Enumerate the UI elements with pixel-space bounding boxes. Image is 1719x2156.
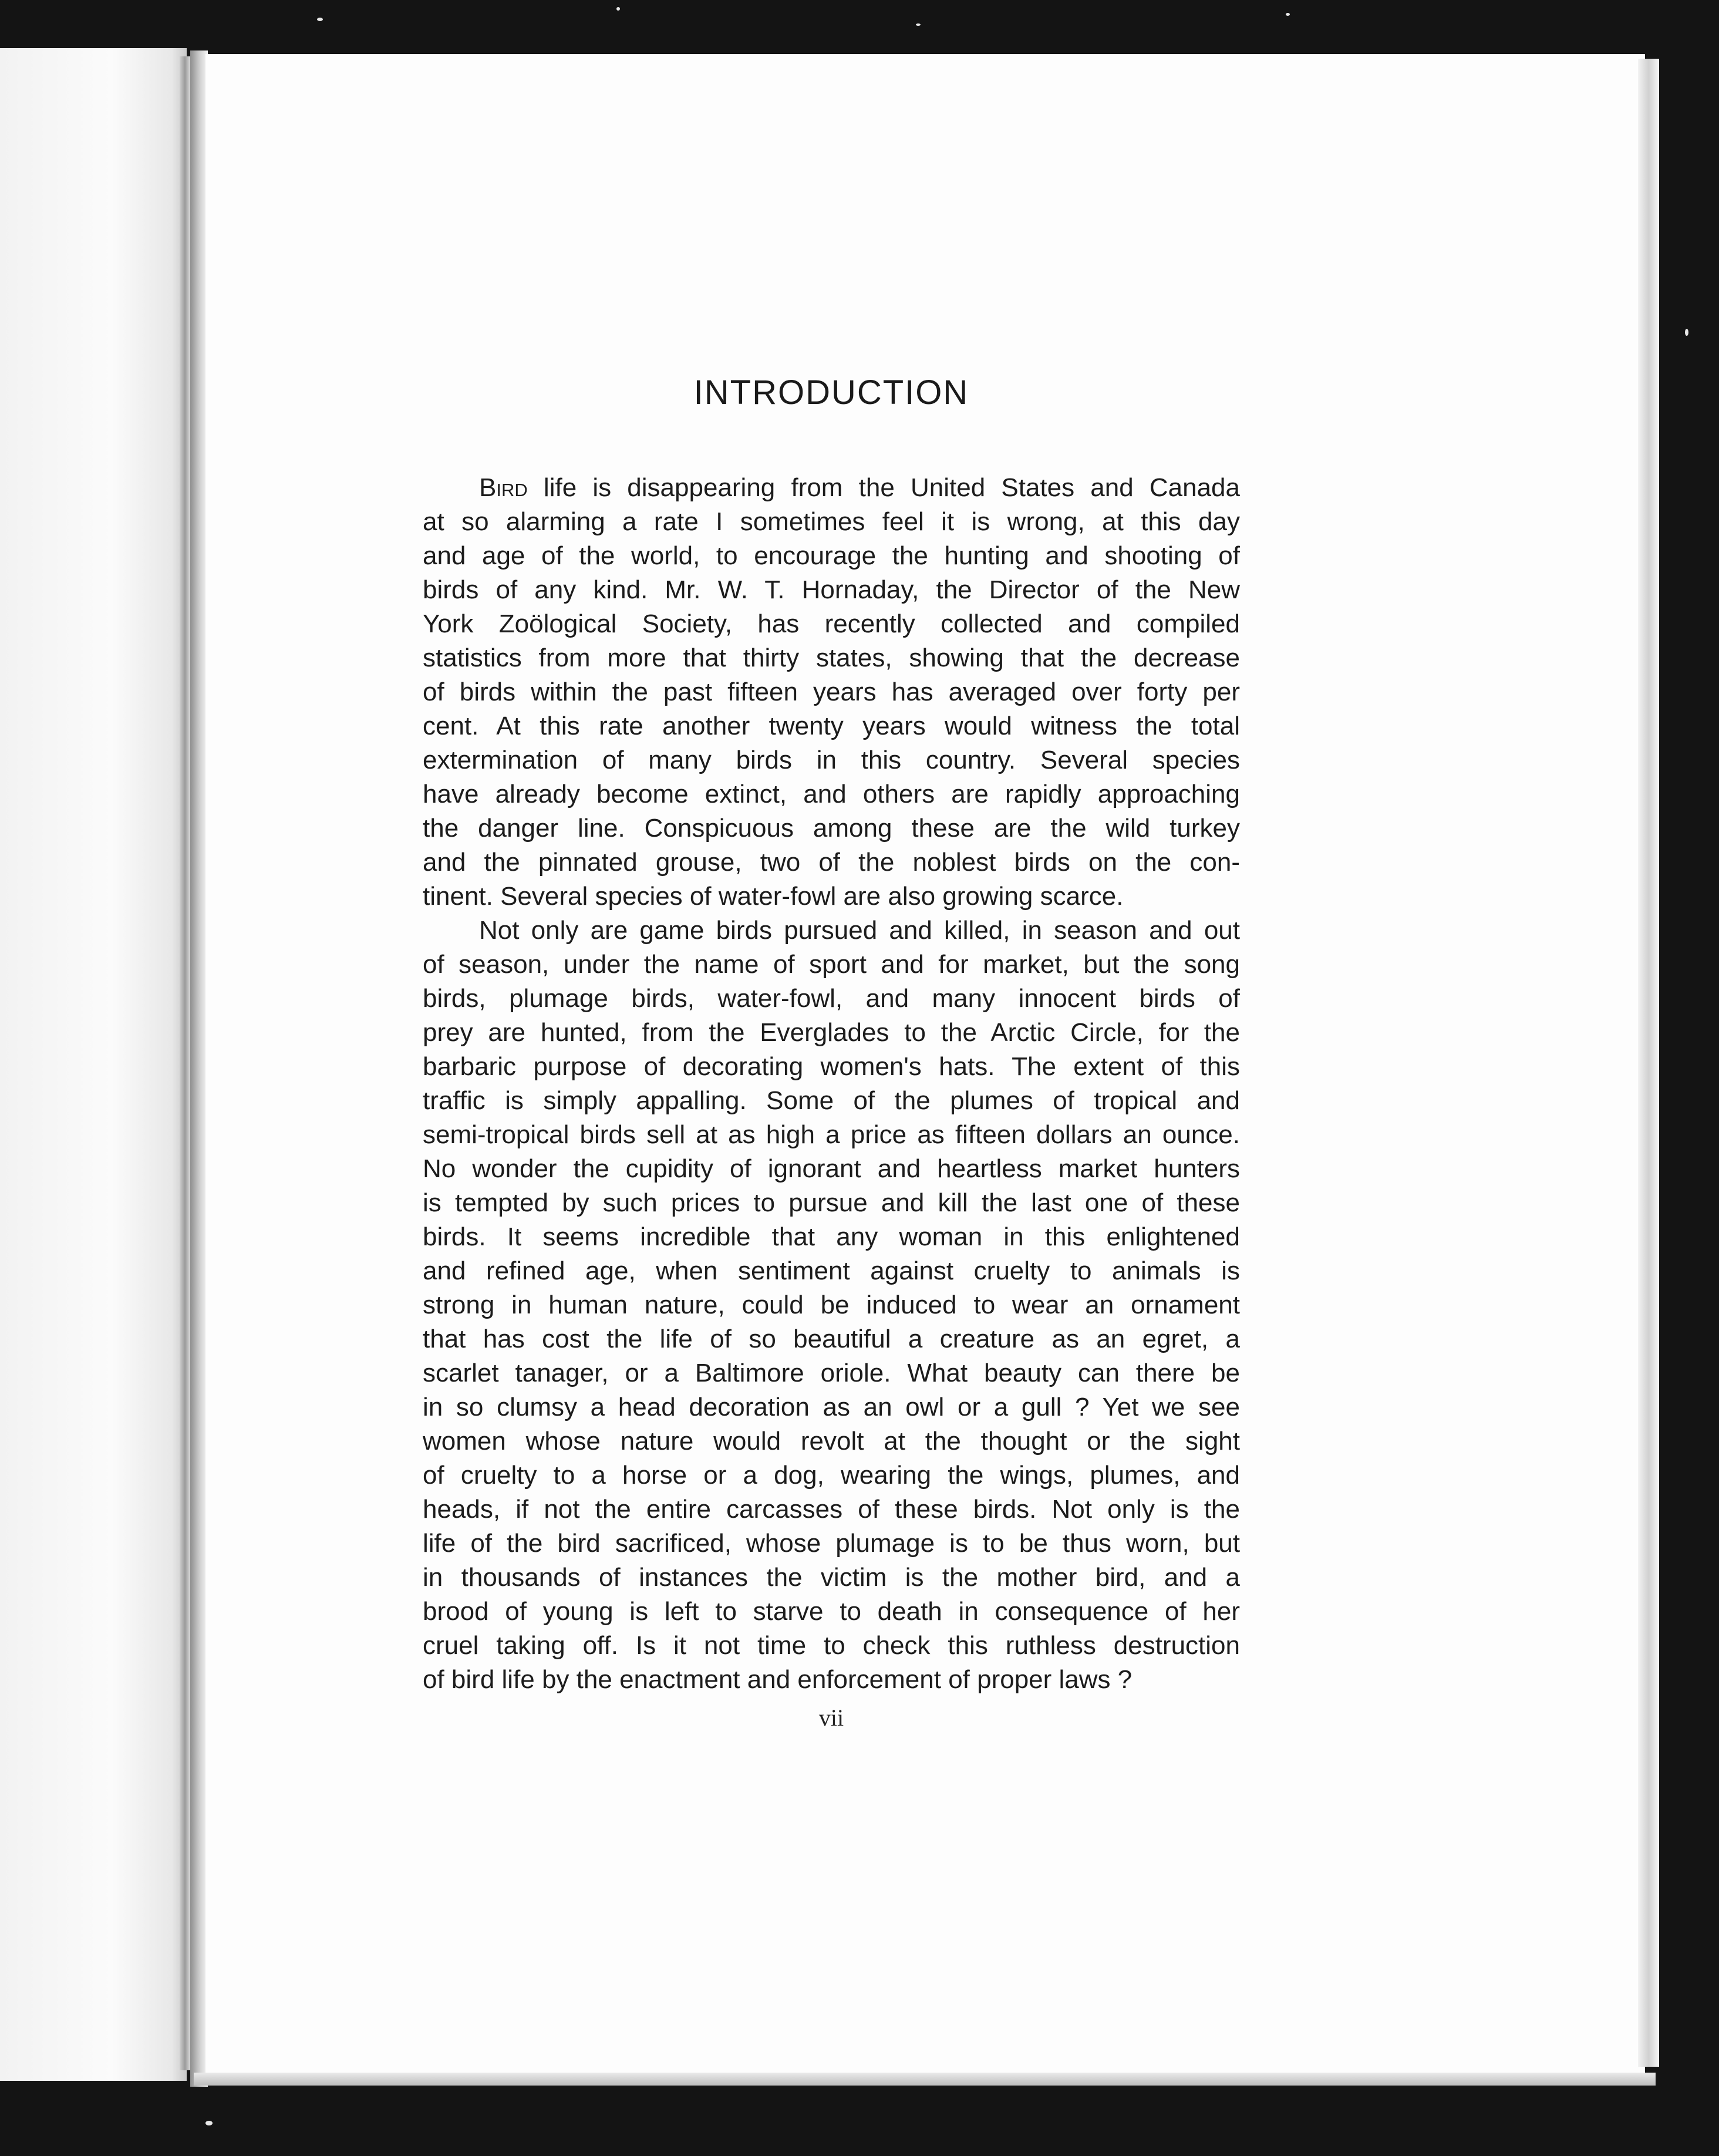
text-line: Not only are game birds pursued and killed, in season and out <box>479 916 1240 945</box>
text-line: York Zoölogical Society, has recently collected and compiled <box>423 609 1240 638</box>
text-line: women whose nature would revolt at the thought or the sight <box>423 1427 1240 1456</box>
scan-speck <box>1685 329 1688 336</box>
text-line: life of the bird sacrificed, whose plumage is to be thus worn, but <box>423 1529 1240 1558</box>
scan-speck <box>1286 13 1290 16</box>
text-line: heads, if not the entire carcasses of these birds. Not only is the <box>423 1495 1240 1524</box>
text-line: brood of young is left to starve to death in consequence of her <box>423 1597 1240 1626</box>
text-line: of season, under the name of sport and for market, but the song <box>423 950 1240 979</box>
text-line: the danger line. Conspicuous among these are the wild turkey <box>423 814 1240 843</box>
scan-speck <box>205 2121 213 2125</box>
page-number: vii <box>818 1704 844 1731</box>
page-edge-bottom <box>194 2073 1656 2086</box>
text-line: scarlet tanager, or a Baltimore oriole. What beauty can there be <box>423 1359 1240 1387</box>
text-line: barbaric purpose of decorating women's hats. The extent of this <box>423 1052 1240 1081</box>
scan-speck <box>916 23 921 26</box>
text-line: tinent. Several species of water-fowl are also growing scarce. <box>423 882 1124 911</box>
text-line: cruel taking off. Is it not time to check this ruthless destruction <box>423 1631 1240 1660</box>
text-line: of birds within the past fifteen years has averaged over forty per <box>423 678 1240 706</box>
text-line: prey are hunted, from the Everglades to the Arctic Circle, for the <box>423 1018 1240 1047</box>
text-line: extermination of many birds in this country. Several species <box>423 746 1240 774</box>
text-line: traffic is simply appalling. Some of the plumes of tropical and <box>423 1086 1240 1115</box>
text-line: statistics from more that thirty states, showing that the decrease <box>423 644 1240 672</box>
page-content <box>423 373 1240 1731</box>
text-line: birds. It seems incredible that any woman in this enlightened <box>423 1222 1240 1251</box>
scan-speck <box>317 18 323 21</box>
text-line: of cruelty to a horse or a dog, wearing the wings, plumes, and <box>423 1461 1240 1490</box>
text-line: in so clumsy a head decoration as an owl or a gull ? Yet we see <box>423 1393 1240 1421</box>
text-line: birds of any kind. Mr. W. T. Hornaday, the Director of the New <box>423 575 1240 604</box>
drop-lead-word: Bird <box>479 473 528 502</box>
text-line: No wonder the cupidity of ignorant and heartless market hunters <box>423 1154 1240 1183</box>
facing-page-edge <box>180 56 190 2070</box>
text-line: Bird life is disappearing from the United States and Canada <box>479 473 1240 502</box>
text-line: and refined age, when sentiment against cruelty to animals is <box>423 1256 1240 1285</box>
text-line: that has cost the life of so beautiful a creature as an egret, a <box>423 1325 1240 1353</box>
text-line: is tempted by such prices to pursue and kill the last one of these <box>423 1188 1240 1217</box>
text-line: semi-tropical birds sell at as high a price as fifteen dollars an ounce. <box>423 1120 1240 1149</box>
text-line: and age of the world, to encourage the hunting and shooting of <box>423 541 1240 570</box>
text-line: and the pinnated grouse, two of the noblest birds on the con- <box>423 848 1240 877</box>
text-line: of bird life by the enactment and enforcement of proper laws ? <box>423 1665 1132 1694</box>
paragraph-1 <box>423 471 1240 914</box>
facing-page-left <box>0 48 187 2081</box>
page-title: INTRODUCTION <box>693 373 969 412</box>
text-line: in thousands of instances the victim is the mother bird, and a <box>423 1563 1240 1592</box>
text-line: cent. At this rate another twenty years would witness the total <box>423 712 1240 740</box>
text-line: birds, plumage birds, water-fowl, and many innocent birds of <box>423 984 1240 1013</box>
paragraph-2 <box>423 914 1240 1697</box>
text-line: have already become extinct, and others are rapidly approaching <box>423 780 1240 808</box>
text-line: at so alarming a rate I sometimes feel it is wrong, at this day <box>423 507 1240 536</box>
text-line: strong in human nature, could be induced to wear an ornament <box>423 1291 1240 1319</box>
scan-speck <box>616 7 620 11</box>
page-edge-right <box>1638 59 1659 2067</box>
